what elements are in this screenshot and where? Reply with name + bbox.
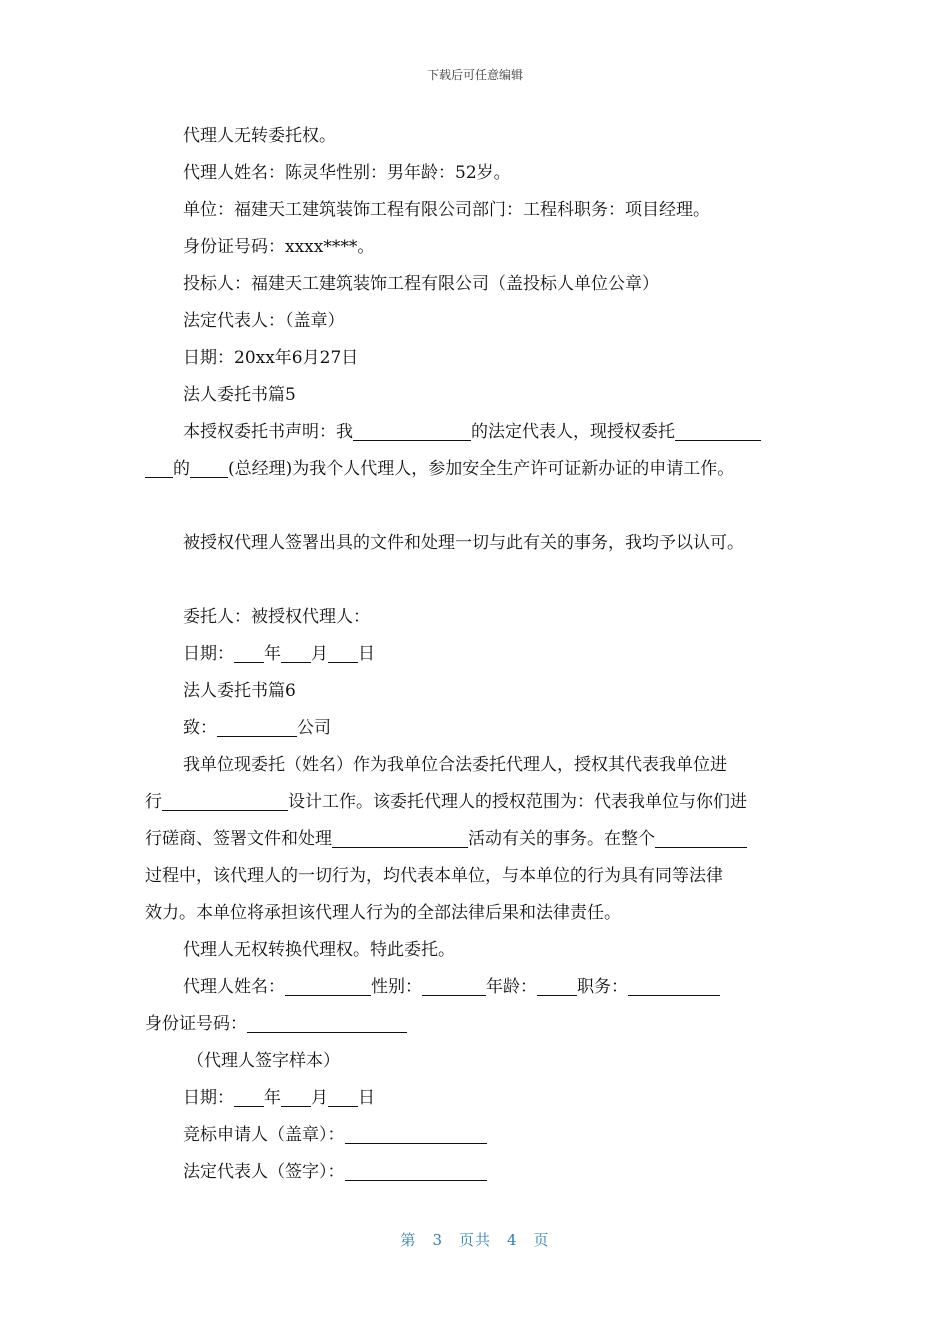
paragraph: 身份证号码：xxxx****。 [183, 237, 375, 257]
paragraph [145, 636, 810, 673]
blank-line [422, 975, 486, 996]
paragraph: 日期：20xx年6月27日 [183, 348, 359, 368]
paragraph [145, 1154, 810, 1191]
text-segment: 年 [264, 644, 281, 664]
paragraph: 代理人无转委托权。 [183, 126, 336, 146]
paragraph: 单位：福建天工建筑装饰工程有限公司部门：工程科职务：项目经理。 [183, 200, 710, 220]
footer-text: 页共 [458, 1231, 491, 1249]
paragraph [145, 710, 810, 747]
blank-line [345, 1123, 487, 1144]
text-segment: 月 [311, 1088, 328, 1108]
text-segment: 竞标申请人（盖章）： [183, 1125, 345, 1145]
text-segment: 月 [311, 644, 328, 664]
page-number: 3 [432, 1231, 443, 1249]
text-segment: 本授权委托书声明：我 [183, 422, 353, 442]
paragraph: 代理人姓名：陈灵华性别：男年龄：52岁。 [183, 163, 511, 183]
footer-text: 第 [400, 1231, 417, 1249]
paragraph [145, 1006, 810, 1043]
section-title: 法人委托书篇6 [183, 681, 296, 701]
blank-line [328, 1086, 358, 1107]
text-segment: 日 [358, 644, 375, 664]
blank-line [655, 827, 747, 848]
text-segment: 年龄： [486, 977, 537, 997]
text-segment: 职务： [577, 977, 628, 997]
paragraph: （代理人签字样本） [187, 1051, 340, 1071]
blank-line [234, 1086, 264, 1107]
paragraph [145, 451, 810, 488]
blank-line [162, 790, 288, 811]
paragraph: 法定代表人：（盖章） [183, 311, 345, 331]
blank-line [332, 827, 468, 848]
paragraph: 效力。本单位将承担该代理人行为的全部法律后果和法律责任。 [145, 903, 621, 923]
blank-line [285, 975, 371, 996]
paragraph: 被授权代理人签署出具的文件和处理一切与此有关的事务，我均予以认可。 [183, 533, 744, 553]
paragraph: 投标人：福建天工建筑装饰工程有限公司（盖投标人单位公章） [183, 274, 659, 294]
footer-text: 页 [533, 1231, 550, 1249]
paragraph [145, 969, 810, 1006]
blank-line [675, 420, 761, 441]
blank-line [217, 716, 297, 737]
text-segment: 日期： [183, 1088, 234, 1108]
blank-line [145, 457, 173, 478]
blank-line [628, 975, 720, 996]
paragraph: 委托人：被授权代理人： [183, 607, 370, 627]
document-body [145, 118, 810, 1191]
page-header: 下载后可任意编辑 [426, 68, 523, 82]
paragraph [145, 414, 810, 451]
paragraph [145, 1080, 810, 1117]
text-segment: 致： [183, 718, 217, 738]
text-segment: 性别： [371, 977, 422, 997]
paragraph: 代理人无权转换代理权。特此委托。 [183, 940, 455, 960]
text-segment: 身份证号码： [145, 1014, 247, 1034]
page-footer [0, 1229, 950, 1250]
text-segment: 设计工作。该委托代理人的授权范围为：代表我单位与你们进 [288, 792, 747, 812]
blank-line [234, 642, 264, 663]
blank-line [281, 1086, 311, 1107]
section-title: 法人委托书篇5 [183, 385, 296, 405]
blank-line [281, 642, 311, 663]
text-segment: 日 [358, 1088, 375, 1108]
text-segment: 日期： [183, 644, 234, 664]
page-total: 4 [507, 1231, 518, 1249]
text-segment: 公司 [297, 718, 331, 738]
text-segment: 代理人姓名： [183, 977, 285, 997]
paragraph: 过程中，该代理人的一切行为，均代表本单位，与本单位的行为具有同等法律 [145, 866, 723, 886]
text-segment: 行磋商、签署文件和处理 [145, 829, 332, 849]
paragraph: 我单位现委托（姓名）作为我单位合法委托代理人，授权其代表我单位进 [183, 755, 727, 775]
blank-line [190, 457, 228, 478]
paragraph [145, 784, 810, 821]
blank-line [247, 1012, 407, 1033]
text-segment: 的 [173, 459, 190, 479]
blank-line [353, 420, 471, 441]
paragraph [145, 1117, 810, 1154]
paragraph [145, 821, 810, 858]
text-segment: 的法定代表人，现授权委托 [471, 422, 675, 442]
blank-line [537, 975, 577, 996]
blank-line [345, 1160, 487, 1181]
text-segment: 行 [145, 792, 162, 812]
blank-line [328, 642, 358, 663]
text-segment: 法定代表人（签字）： [183, 1162, 345, 1182]
text-segment: 年 [264, 1088, 281, 1108]
text-segment: (总经理)为我个人代理人，参加安全生产许可证新办证的申请工作。 [228, 459, 735, 479]
text-segment: 活动有关的事务。在整个 [468, 829, 655, 849]
